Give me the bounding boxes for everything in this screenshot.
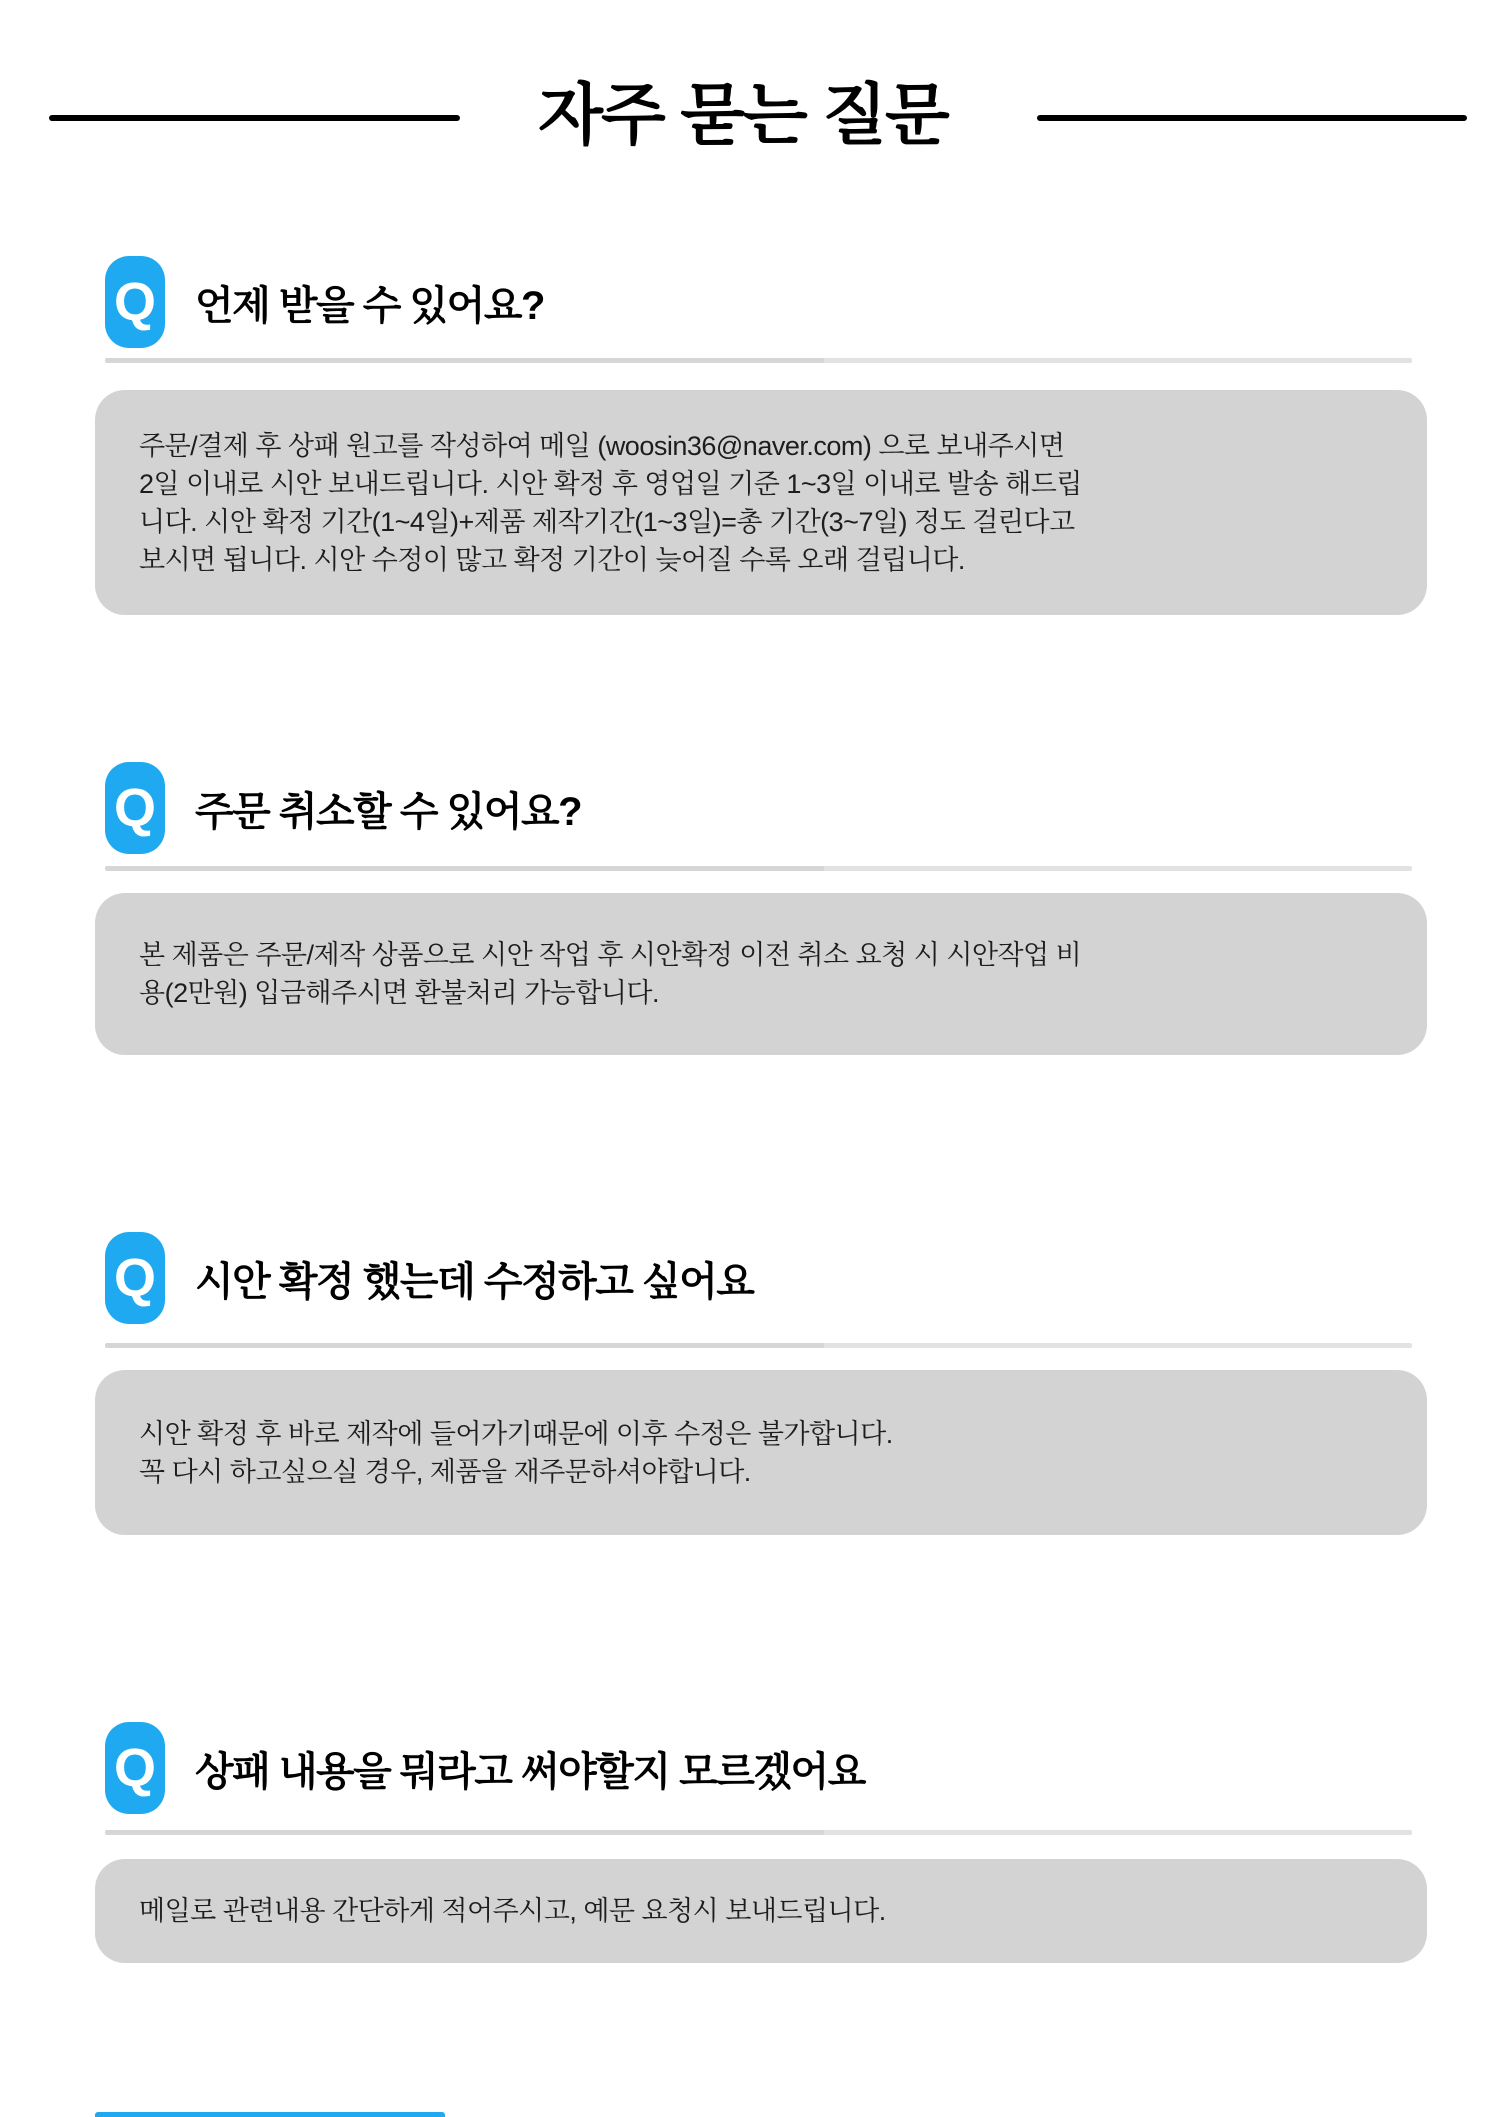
answer-line: 메일로 관련내용 간단하게 적어주시고, 예문 요청시 보내드립니다. xyxy=(139,1896,886,1926)
answer-line: 본 제품은 주문/제작 상품으로 시안 작업 후 시안확정 이전 취소 요청 시 시안작업 비 xyxy=(139,940,1082,970)
question-divider xyxy=(105,1343,1412,1348)
faq-question-3: 시안 확정 했는데 수정하고 싶어요 xyxy=(195,1259,754,1304)
faq-section-1-header xyxy=(105,256,544,348)
faq-answer-2 xyxy=(95,893,1427,1055)
q-icon xyxy=(105,1232,165,1324)
faq-section-4-header xyxy=(105,1722,865,1814)
faq-section-3-header xyxy=(105,1232,753,1324)
faq-question-4: 상패 내용을 뭐라고 써야할지 모르겠어요 xyxy=(195,1749,865,1794)
q-icon xyxy=(105,1722,165,1814)
q-icon-letter: Q xyxy=(113,1248,156,1308)
q-icon-letter: Q xyxy=(113,778,156,838)
title-rule-left xyxy=(49,115,460,121)
faq-answer-1 xyxy=(95,390,1427,615)
faq-answer-4 xyxy=(95,1859,1427,1963)
answer-line: 니다. 시안 확정 기간(1~4일)+제품 제작기간(1~3일)=총 기간(3~7일) 정도 걸린다고 xyxy=(139,506,1075,537)
faq-section-2-header xyxy=(105,762,581,854)
q-icon xyxy=(105,256,165,348)
answer-line: 시안 확정 후 바로 제작에 들어가기때문에 이후 수정은 불가합니다. xyxy=(139,1418,893,1449)
faq-question-1: 언제 받을 수 있어요? xyxy=(195,283,544,328)
question-divider xyxy=(105,1830,1412,1835)
q-icon-letter: Q xyxy=(113,272,156,332)
answer-line: 용(2만원) 입금해주시면 환불처리 가능합니다. xyxy=(139,978,659,1008)
answer-line: 꼭 다시 하고싶으실 경우, 제품을 재주문하셔야합니다. xyxy=(139,1456,751,1487)
answer-line: 보시면 됩니다. 시안 수정이 많고 확정 기간이 늦어질 수록 오래 걸립니다. xyxy=(139,544,965,575)
title-rule-right xyxy=(1037,115,1467,121)
answer-line: 2일 이내로 시안 보내드립니다. 시안 확정 후 영업일 기준 1~3일 이내로 발송 해드립 xyxy=(139,468,1082,499)
question-divider xyxy=(105,358,1412,363)
q-icon xyxy=(105,762,165,854)
clipped-blue-bar xyxy=(95,2112,445,2117)
faq-question-2: 주문 취소할 수 있어요? xyxy=(195,789,582,834)
answer-line: 주문/결제 후 상패 원고를 작성하여 메일 (woosin36@naver.com) 으로 보내주시면 xyxy=(139,430,1065,461)
page-title: 자주 묻는 질문 xyxy=(538,78,948,153)
question-divider xyxy=(105,866,1412,871)
q-icon-letter: Q xyxy=(113,1738,156,1798)
faq-answer-3 xyxy=(95,1370,1427,1535)
